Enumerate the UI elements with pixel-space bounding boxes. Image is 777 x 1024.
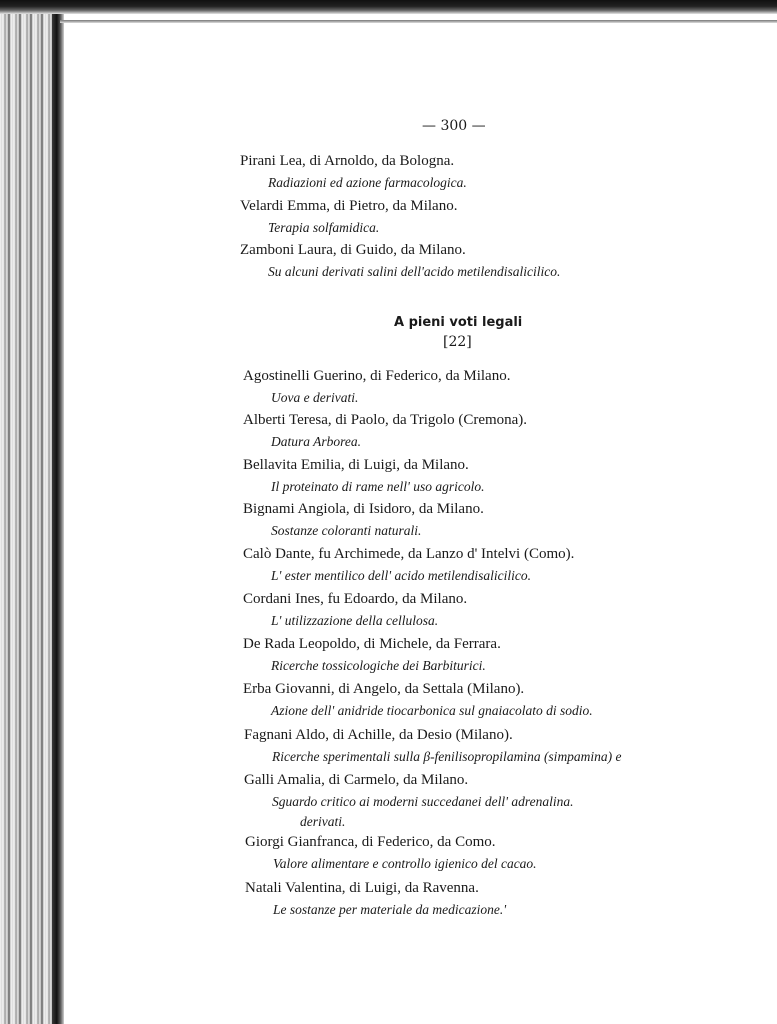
top-scan-edge [0, 0, 777, 14]
thesis-title: Terapia solfamidica. [268, 220, 380, 235]
thesis-title: Il proteinato di rame nell' uso agricolo. [271, 479, 485, 494]
thesis-title: Uova e derivati. [271, 390, 359, 405]
list-item [243, 456, 485, 496]
student-name: Calò Dante, fu Archimede, da Lanzo d' Intelvi (Como). [243, 546, 575, 562]
student-name: Natali Valentina, di Luigi, da Ravenna. [245, 880, 479, 896]
thesis-title: Azione dell' anidride tiocarbonica sul gnaiacolato di sodio. [271, 703, 593, 718]
section-count: [22] [443, 334, 472, 350]
student-name: Giorgi Gianfranca, di Federico, da Como. [245, 834, 496, 850]
student-name: Velardi Emma, di Pietro, da Milano. [240, 198, 458, 214]
student-name: Bignami Angiola, di Isidoro, da Milano. [243, 501, 484, 517]
student-name: Pirani Lea, di Arnoldo, da Bologna. [240, 153, 455, 169]
list-item [245, 879, 506, 919]
thesis-title: Valore alimentare e controllo igienico del cacao. [273, 856, 537, 871]
list-item [243, 635, 501, 675]
page-number: — 300 — [422, 118, 486, 134]
student-name: Alberti Teresa, di Paolo, da Trigolo (Cremona). [243, 412, 528, 428]
list-item [243, 367, 510, 407]
thesis-title: Sguardo critico ai moderni succedanei dell' adrenalina. [272, 794, 574, 809]
thesis-title: Su alcuni derivati salini dell'acido metilendisalicilico. [268, 264, 561, 279]
thesis-title: Radiazioni ed azione farmacologica. [268, 175, 467, 190]
thesis-title-continuation: derivati. [300, 814, 346, 829]
thesis-title: L' ester mentilico dell' acido metilendisalicilico. [271, 568, 531, 583]
thesis-title: Ricerche tossicologiche dei Barbiturici. [271, 658, 486, 673]
student-name: Fagnani Aldo, di Achille, da Desio (Milano). [244, 727, 513, 743]
list-item [243, 545, 574, 585]
student-name: Cordani Ines, fu Edoardo, da Milano. [243, 591, 468, 607]
list-item [245, 833, 537, 873]
binding-shadow [52, 0, 64, 1024]
list-item [243, 680, 593, 720]
student-name: Galli Amalia, di Carmelo, da Milano. [244, 772, 469, 788]
list-item [240, 197, 457, 237]
list-item [243, 500, 484, 540]
student-name: Bellavita Emilia, di Luigi, da Milano. [243, 457, 469, 473]
list-item [243, 411, 527, 451]
list-item [240, 152, 467, 192]
thesis-title: Le sostanze per materiale da medicazione.' [273, 902, 507, 917]
thesis-title: Ricerche sperimentali sulla β-fenilisopropilamina (simpamina) e [272, 749, 622, 764]
top-rule [60, 20, 777, 23]
thesis-title: L' utilizzazione della cellulosa. [271, 613, 439, 628]
list-item [244, 726, 622, 766]
list-item [244, 771, 573, 831]
thesis-title: Sostanze coloranti naturali. [271, 523, 422, 538]
list-item [243, 590, 467, 630]
section-heading: A pieni voti legali [394, 315, 523, 330]
student-name: De Rada Leopoldo, di Michele, da Ferrara. [243, 636, 501, 652]
thesis-title: Datura Arborea. [271, 434, 362, 449]
student-name: Agostinelli Guerino, di Federico, da Milano. [243, 368, 511, 384]
student-name: Zamboni Laura, di Guido, da Milano. [240, 242, 466, 258]
list-item [240, 241, 560, 281]
student-name: Erba Giovanni, di Angelo, da Settala (Milano). [243, 681, 525, 697]
